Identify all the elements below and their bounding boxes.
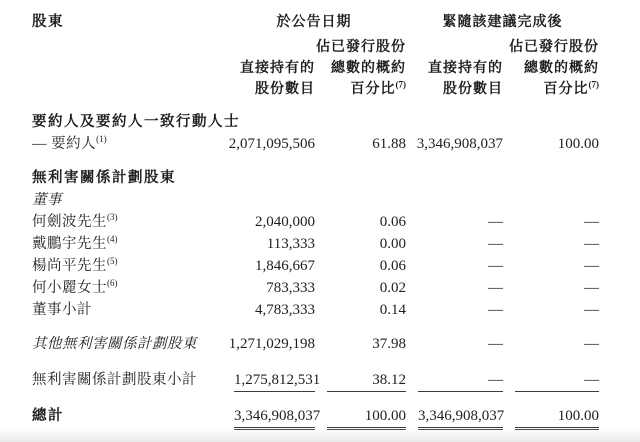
cell-pct-after: — [515,372,599,392]
cell-label: 董事小計 [32,302,92,318]
cell-shares-before: 783,333 [266,280,315,296]
row-director-he-xiaoli [32,276,599,298]
cell-shares-after: — [488,236,503,252]
footnote-ref-6: (6) [107,278,118,289]
cell-shares-after: 3,346,908,037 [418,408,503,430]
footnote-ref-1: (1) [96,134,107,145]
cell-pct-after: — [584,336,599,352]
shareholding-table [32,10,599,428]
cell-shares-before: 1,275,812,531 [234,372,315,392]
cell-shares-before: 3,346,908,037 [234,408,315,430]
row-section-disinterested-shareholders [32,166,599,188]
col-header-percentage-right [503,78,599,98]
cell-shares-after: — [488,336,503,352]
col-header-approx-total-right: 總數的概約 [524,61,599,76]
cell-shares-after: — [488,302,503,318]
cell-pct-after: — [584,236,599,252]
cell-label [32,276,222,297]
cell-label [32,232,222,253]
row-label: 何小麗女士 [32,280,107,296]
col-header-share-count-left: 股份數目 [255,82,315,97]
cell-label [32,254,222,275]
cell-pct-after: — [584,258,599,274]
col-header-shareholder: 股東 [32,14,64,30]
col-header-approx-total-left: 總數的概約 [331,61,406,76]
row-label: — 要約人 [32,136,97,152]
cell-pct-before: 0.00 [379,236,406,252]
cell-shares-before: 2,071,095,506 [228,136,315,152]
cell-pct-before: 37.98 [372,336,406,352]
col-group-announcement-date: 於公告日期 [276,15,352,30]
header-row-num-2 [32,78,599,99]
col-header-share-count-right: 股份數目 [443,82,503,97]
cell-pct-before: 0.02 [379,280,406,296]
cell-pct-before: 0.06 [379,214,406,230]
section-title: 無利害關係計劃股東 [32,170,176,186]
row-other-disinterested-shareholders [32,332,599,354]
row-directors-subheading [32,188,599,210]
col-group-after-proposal: 緊隨該建議完成後 [442,15,563,30]
cell-label [32,132,222,153]
header-row-num-1 [32,57,599,78]
cell-pct-after: — [584,214,599,230]
cell-shares-after: — [418,372,503,392]
cell-pct-before: 0.14 [379,302,406,318]
row-offeror [32,132,599,154]
cell-shares-after: — [488,280,503,296]
col-header-direct-held-left: 直接持有的 [240,61,315,76]
cell-pct-before: 100.00 [327,408,406,430]
row-director-yang-shangping [32,254,599,276]
col-header-direct-held-right: 直接持有的 [428,61,503,76]
row-label: 何劍波先生 [32,214,107,230]
subsection-title: 董事 [32,192,62,208]
col-header-pct-issued-right: 佔已發行股份 [509,40,599,55]
cell-label: 其他無利害關係計劃股東 [32,336,197,352]
cell-pct-before: 61.88 [372,136,406,152]
row-director-dai-pengyu [32,232,599,254]
section-title: 要約人及要約人一致行動人士 [32,114,240,130]
cell-shares-before: 1,271,029,198 [228,336,315,352]
row-section-offeror-concert-parties [32,110,599,132]
cell-pct-after: — [584,280,599,296]
cell-label: 無利害關係計劃股東小計 [32,372,197,388]
col-header-percentage-left [315,78,406,98]
header-row-pct-1 [32,36,599,57]
cell-shares-before: 2,040,000 [255,214,315,230]
cell-pct-before: 0.06 [379,258,406,274]
cell-shares-before: 4,783,333 [255,302,315,318]
row-director-he-jianbo [32,210,599,232]
cell-pct-before: 38.12 [327,372,406,392]
footnote-ref-7: (7) [588,79,599,90]
cell-label [32,210,222,231]
bottom-fade-edge [0,428,640,442]
row-grand-total [32,404,599,428]
cell-shares-before: 1,846,667 [255,258,315,274]
row-disinterested-subtotal [32,368,599,392]
percentage-label: 百分比 [543,82,589,97]
cell-shares-after: — [488,214,503,230]
header-row-groups [32,10,599,34]
footnote-ref-7: (7) [395,79,406,90]
cell-pct-after: 100.00 [557,136,599,152]
footnote-ref-5: (5) [107,256,118,267]
row-label: 楊尚平先生 [32,258,107,274]
cell-shares-after: 3,346,908,037 [416,136,503,152]
cell-pct-after: 100.00 [515,408,599,430]
footnote-ref-3: (3) [107,212,118,223]
percentage-label: 百分比 [350,82,396,97]
cell-shares-before: 113,333 [266,236,315,252]
cell-pct-after: — [584,302,599,318]
footnote-ref-4: (4) [107,234,118,245]
row-directors-subtotal [32,298,599,320]
cell-label: 總計 [32,408,64,424]
col-header-pct-issued-left: 佔已發行股份 [316,40,406,55]
cell-shares-after: — [488,258,503,274]
row-label: 戴鵬宇先生 [32,236,107,252]
